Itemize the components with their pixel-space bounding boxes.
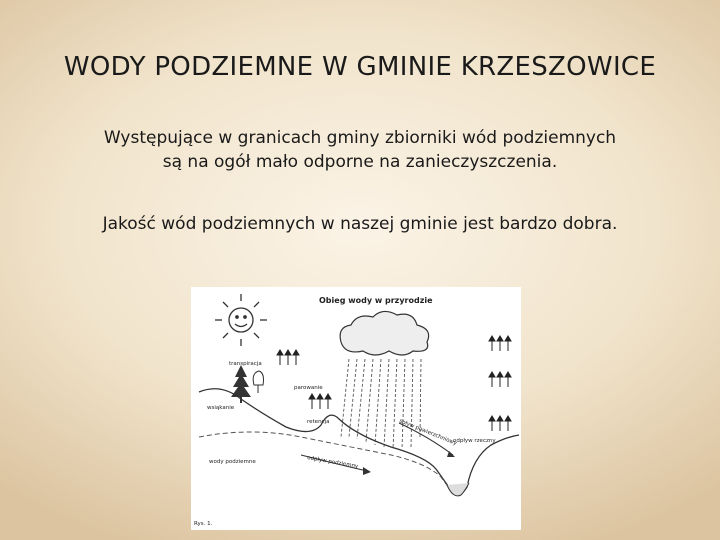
figure-title: Obieg wody w przyrodzie (319, 296, 433, 305)
quality-line: Jakość wód podziemnych w naszej gminie jest bardzo dobra. (102, 214, 618, 234)
tree-icon (231, 365, 251, 403)
water-cycle-figure (191, 287, 521, 530)
slide-title: WODY PODZIEMNE W GMINIE KRZESZOWICE (63, 52, 657, 82)
label-surface-runoff: spływ powierzchniowy (398, 418, 458, 447)
quality-paragraph (0, 212, 720, 236)
label-groundwater: wody podziemne (209, 459, 256, 465)
label-wetting: wsiąkanie (207, 405, 235, 411)
rain-lines (341, 359, 421, 449)
label-retention: retencja (307, 419, 330, 425)
intro-line-1: Występujące w granicach gminy zbiorniki wód podziemnych (103, 128, 617, 148)
transpiration-arrows (277, 350, 299, 365)
evaporation-arrows (309, 394, 331, 409)
river-icon (447, 483, 469, 496)
bush-icon (253, 371, 263, 385)
label-evaporation: parowanie (294, 385, 323, 391)
sun-icon (215, 294, 267, 346)
water-cycle-diagram (191, 287, 521, 530)
sea-evaporation-arrows (489, 336, 511, 431)
intro-paragraph (0, 126, 720, 174)
figure-caption: Rys. 1. (194, 521, 213, 527)
label-underground-flow: odpływ podziemny (306, 455, 359, 470)
label-river-runoff: odpływ rzeczny (453, 438, 496, 444)
intro-line-2: są na ogół mało odporne na zanieczyszczenia. (162, 152, 558, 172)
cloud-icon (340, 311, 429, 355)
label-transpiration: transpiracja (229, 361, 262, 367)
